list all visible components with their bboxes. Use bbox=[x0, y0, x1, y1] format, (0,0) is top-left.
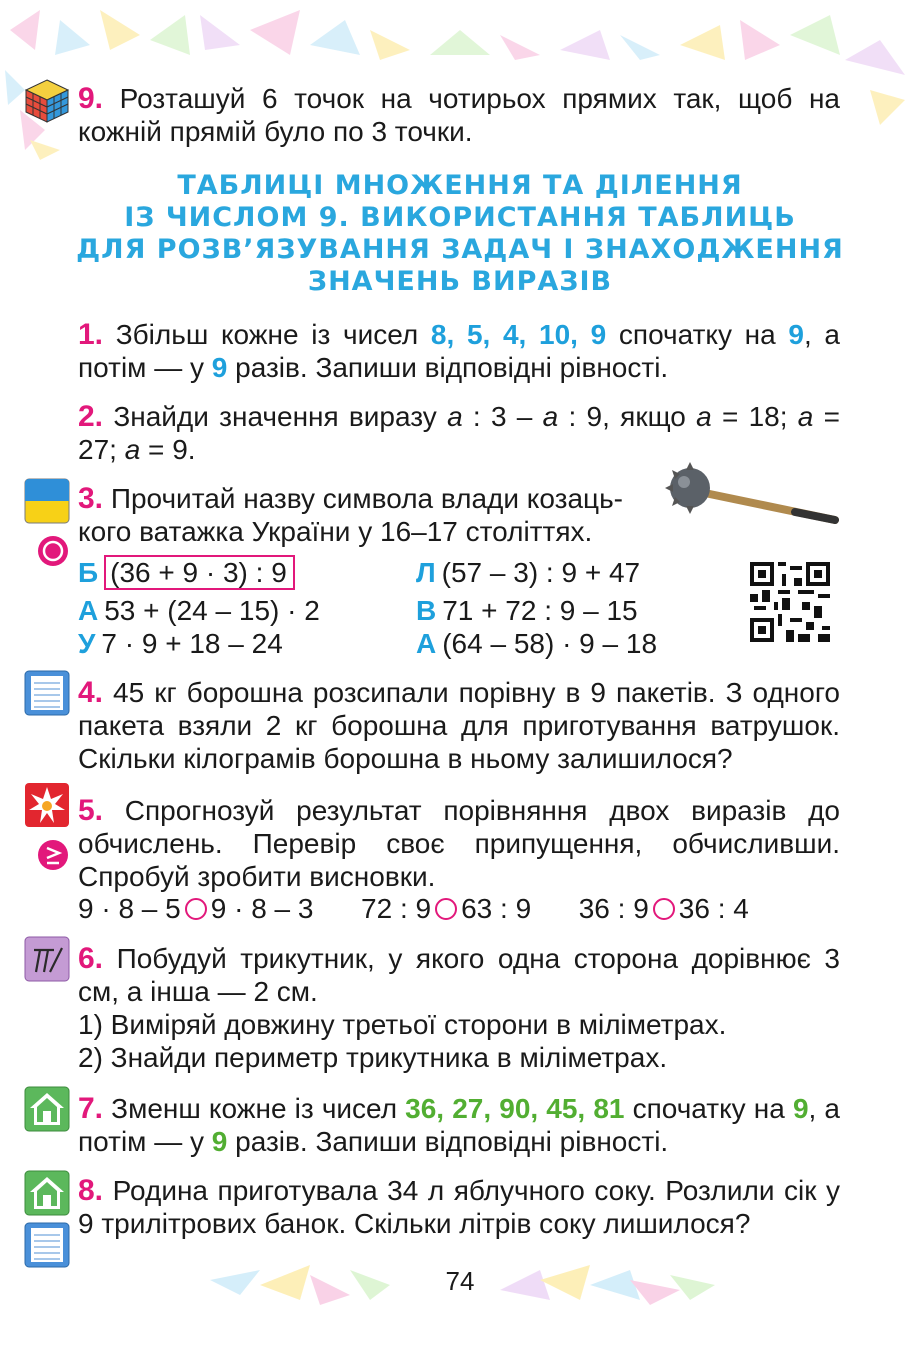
bulava-mace-icon bbox=[660, 460, 840, 532]
task-number: 7. bbox=[78, 1092, 104, 1125]
ruler-pen-icon bbox=[24, 936, 70, 982]
task-subitem: 2) Знайди периметр трикутника в міліметрах. bbox=[78, 1042, 668, 1073]
task-text: : 3 – bbox=[462, 401, 543, 432]
option-expression: (57 – 3) : 9 + 47 bbox=[441, 557, 641, 588]
variable: a bbox=[124, 434, 141, 465]
title-line: ДЛЯ РОЗВ’ЯЗУВАННЯ ЗАДАЧ І ЗНАХОДЖЕННЯ bbox=[76, 234, 844, 265]
option-expression-boxed: (36 + 9 · 3) : 9 bbox=[104, 555, 295, 590]
task-text: кого ватажка України у 16–17 століттях. bbox=[78, 516, 593, 547]
task-7 bbox=[78, 1092, 840, 1158]
house-icon bbox=[24, 1086, 70, 1132]
task-1 bbox=[78, 318, 840, 384]
option-a1 bbox=[78, 594, 320, 627]
task-text: = 9. bbox=[140, 434, 196, 465]
page-number: 74 bbox=[445, 1266, 475, 1296]
task-subitem: 1) Виміряй довжину третьої сторони в міліметрах. bbox=[78, 1009, 727, 1040]
task-text: Прочитай назву символа влади козаць- bbox=[110, 483, 623, 514]
task-text: Зменш кожне із чисел bbox=[111, 1093, 406, 1124]
task-number: 5. bbox=[78, 794, 104, 827]
variable: a bbox=[696, 401, 712, 432]
option-v bbox=[416, 594, 638, 627]
task-text: Розташуй 6 точок на чотирьох прямих так, щоб на кожній прямій було по 3 точки. bbox=[78, 83, 841, 147]
task-number: 9. bbox=[78, 82, 104, 115]
task-text: 45 кг борошна розсипали порівну в 9 пакетів. З одного пакета взяли 2 кг борошна для приготування ватрушок. Скільки кілограмів борошна в ньому залишилося? bbox=[78, 677, 841, 774]
option-expression: (64 – 58) · 9 – 18 bbox=[442, 628, 658, 659]
task-number: 2. bbox=[78, 400, 104, 433]
option-letter: У bbox=[78, 628, 96, 659]
task-text: = 27; bbox=[78, 401, 840, 465]
task-6 bbox=[78, 942, 840, 1074]
highlight-number: 9 bbox=[788, 319, 804, 350]
variable: a bbox=[542, 401, 559, 432]
task-text: = 18; bbox=[711, 401, 798, 432]
task-text: , а потім — у bbox=[78, 1093, 840, 1157]
option-letter: А bbox=[78, 595, 99, 626]
option-l bbox=[416, 556, 640, 589]
highlight-number: 9 bbox=[792, 1093, 809, 1124]
scroll-circle-icon bbox=[36, 534, 70, 568]
variable: a bbox=[447, 401, 463, 432]
highlight-numbers: 8, 5, 4, 10, 9 bbox=[430, 319, 607, 350]
notebook-icon bbox=[24, 670, 70, 716]
task-number: 4. bbox=[78, 676, 104, 709]
option-expression: 71 + 72 : 9 – 15 bbox=[442, 595, 638, 626]
compare-blank-circle[interactable] bbox=[653, 898, 675, 920]
option-expression: 7 · 9 + 18 – 24 bbox=[101, 628, 283, 659]
task-text: спочатку на bbox=[624, 1093, 793, 1124]
task-text: спочатку на bbox=[606, 319, 789, 350]
task-text: Збільш кожне із чисел bbox=[115, 319, 431, 350]
option-letter: Б bbox=[78, 557, 99, 588]
compare-circle-icon bbox=[36, 838, 70, 872]
task-text: , а потім — у bbox=[78, 319, 840, 383]
section-title bbox=[70, 170, 850, 298]
task-3 bbox=[78, 482, 638, 548]
comparison-left: 72 : 9 bbox=[361, 893, 432, 924]
task-number: 8. bbox=[78, 1174, 104, 1207]
comparison-left: 9 · 8 – 5 bbox=[78, 893, 181, 924]
qr-code-icon[interactable] bbox=[750, 562, 830, 642]
title-line: ІЗ ЧИСЛОМ 9. ВИКОРИСТАННЯ ТАБЛИЦЬ bbox=[124, 202, 796, 233]
ukraine-flag-icon bbox=[24, 478, 70, 524]
rubiks-cube-icon bbox=[24, 78, 70, 124]
task-8 bbox=[78, 1174, 840, 1240]
notebook-icon bbox=[24, 1222, 70, 1268]
highlight-number: 9 bbox=[211, 352, 228, 383]
option-letter: А bbox=[416, 628, 437, 659]
task-5 bbox=[78, 794, 840, 893]
task-text: Родина приготувала 34 л яблучного соку. Розлили сік у 9 трилітрових банок. Скільки літрів соку лишилося? bbox=[78, 1175, 841, 1239]
task-2 bbox=[78, 400, 840, 466]
task-text: Знайди значення виразу bbox=[113, 401, 448, 432]
burst-star-icon bbox=[24, 782, 70, 828]
option-b bbox=[78, 556, 295, 589]
task-4 bbox=[78, 676, 840, 775]
task-text: Побудуй трикутник, у якого одна сторона дорівнює 3 см, а інша — 2 см. bbox=[78, 943, 840, 1007]
option-letter: В bbox=[416, 595, 437, 626]
task-text: разів. Запиши відповідні рівності. bbox=[227, 1126, 669, 1157]
option-a2 bbox=[416, 627, 657, 660]
task-text: разів. Запиши відповідні рівності. bbox=[227, 352, 669, 383]
option-letter: Л bbox=[416, 557, 436, 588]
variable: a bbox=[797, 401, 814, 432]
title-line: ЗНАЧЕНЬ ВИРАЗІВ bbox=[307, 266, 613, 297]
comparison-right: 63 : 9 bbox=[461, 893, 532, 924]
comparison-right: 36 : 4 bbox=[678, 893, 749, 924]
task-number: 1. bbox=[78, 318, 104, 351]
comparison-row bbox=[78, 892, 840, 925]
option-expression: 53 + (24 – 15) · 2 bbox=[104, 595, 320, 626]
option-u bbox=[78, 627, 283, 660]
house-icon bbox=[24, 1170, 70, 1216]
task-text: : 9, якщо bbox=[558, 401, 697, 432]
task-number: 3. bbox=[78, 482, 104, 515]
compare-blank-circle[interactable] bbox=[435, 898, 457, 920]
comparison-right: 9 · 8 – 3 bbox=[210, 893, 314, 924]
highlight-numbers: 36, 27, 90, 45, 81 bbox=[405, 1093, 625, 1124]
task-text: Спрогнозуй результат порівняння двох виразів до обчислень. Перевір своє припущення, обчисливши. Спробуй зробити висновки. bbox=[78, 795, 841, 892]
compare-blank-circle[interactable] bbox=[185, 898, 207, 920]
task-9 bbox=[78, 82, 840, 148]
task-number: 6. bbox=[78, 942, 104, 975]
title-line: ТАБЛИЦІ МНОЖЕННЯ ТА ДІЛЕННЯ bbox=[177, 170, 743, 201]
highlight-number: 9 bbox=[211, 1126, 228, 1157]
comparison-left: 36 : 9 bbox=[578, 893, 649, 924]
